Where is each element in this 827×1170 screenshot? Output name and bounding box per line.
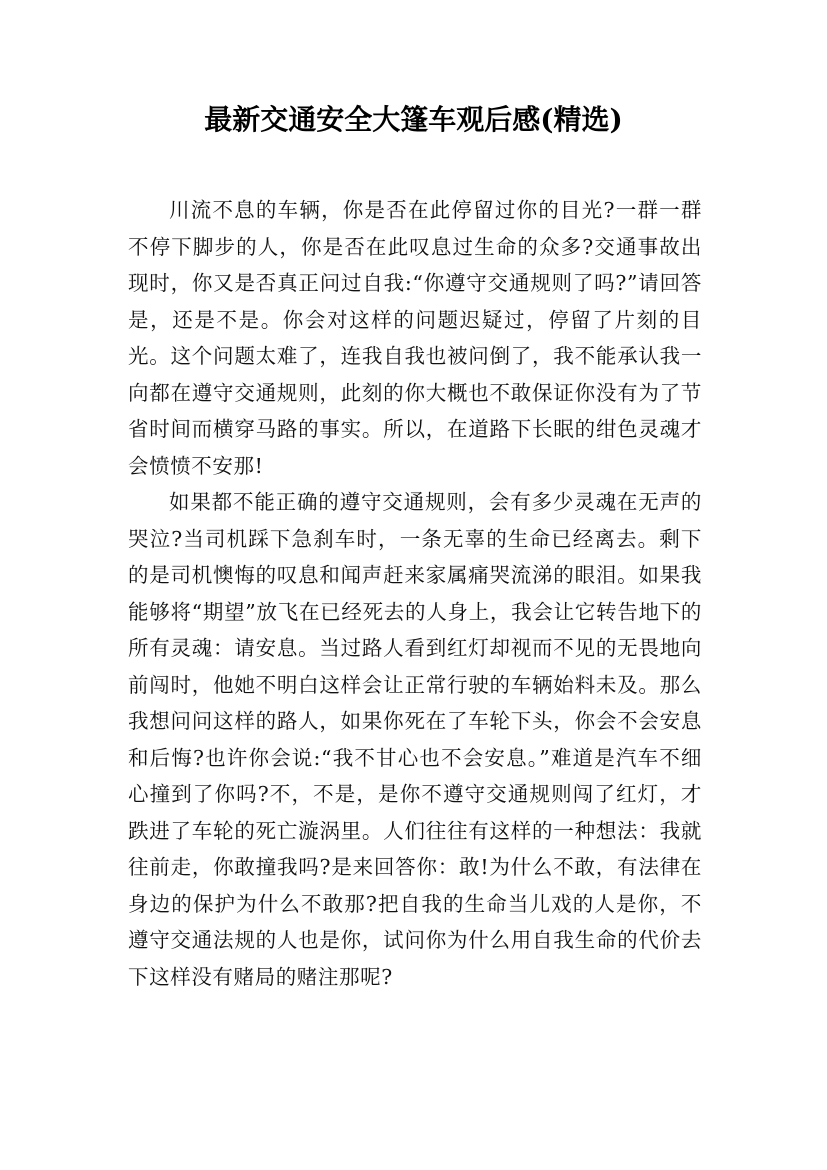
document-title: 最新交通安全大篷车观后感(精选) — [204, 103, 623, 136]
document-body — [128, 192, 702, 995]
paragraph-1: 川流不息的车辆，你是否在此停留过你的目光?一群一群不停下脚步的人，你是否在此叹息过生命的众多?交通事故出现时，你又是否真正问过自我:“你遵守交通规则了吗?”请回答是，还是不是。你会对这样的问题迟疑过，停留了片刻的目光。这个问题太难了，连我自我也被问倒了，我不能承认我一向都在遵守交通规则，此刻的你大概也不敢保证你没有为了节省时间而横穿马路的事实。所以，在道路下长眠的绀色灵魂才会愤愤不安那! — [128, 198, 702, 478]
paragraph-2: 如果都不能正确的遵守交通规则，会有多少灵魂在无声的哭泣?当司机踩下急刹车时，一条无辜的生命已经离去。剩下的是司机懊悔的叹息和闻声赶来家属痛哭流涕的眼泪。如果我能够将“期望”放飞在已经死去的人身上，我会让它转告地下的所有灵魂：请安息。当过路人看到红灯却视而不见的无畏地向前闯时，他她不明白这样会让正常行驶的车辆始料未及。那么我想问问这样的路人，如果你死在了车轮下头，你会不会安息和后悔?也许你会说:“我不甘心也不会安息。”难道是汽车不细心撞到了你吗?不，不是，是你不遵守交通规则闯了红灯，才跌进了车轮的死亡漩涡里。人们往往有这样的一种想法：我就往前走，你敢撞我吗?是来回答你：敢!为什么不敢，有法律在身边的保护为什么不敢那?把自我的生命当儿戏的人是你，不遵守交通法规的人也是你，试问你为什么用自我生命的代价去下这样没有赌局的赌注那呢? — [128, 490, 702, 989]
